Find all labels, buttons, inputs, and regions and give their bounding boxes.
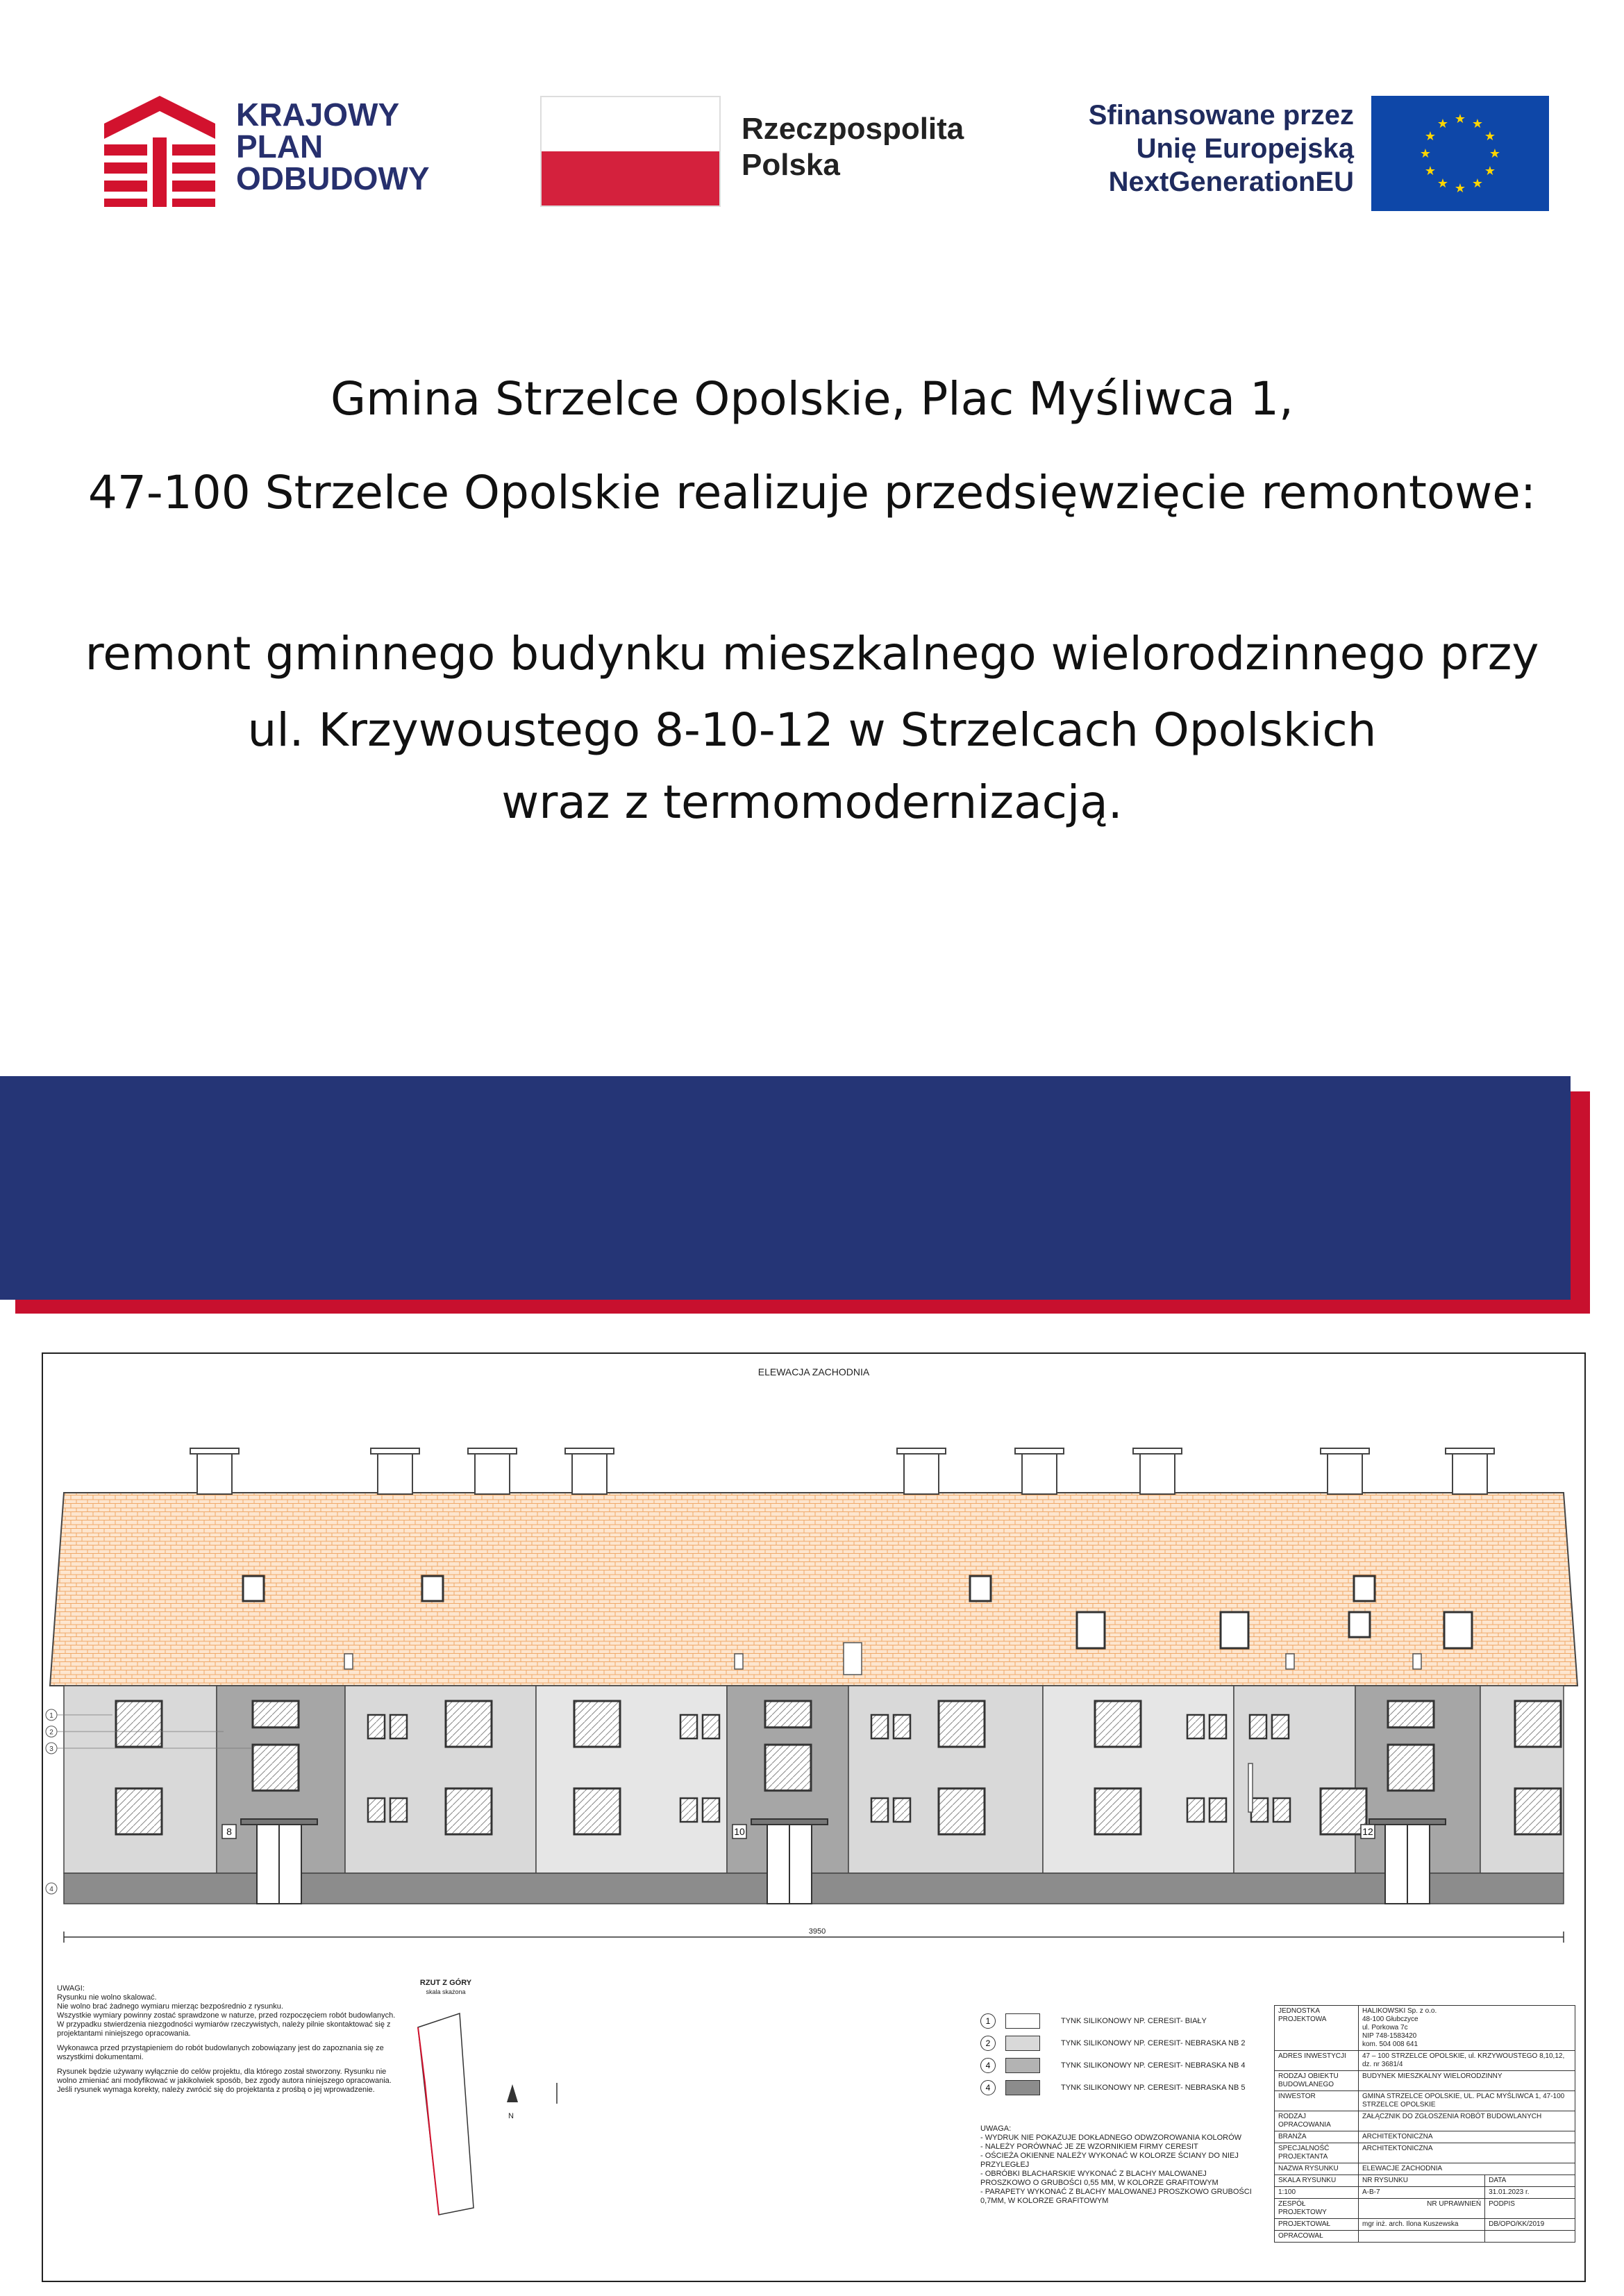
site-plan-drawing	[397, 2000, 536, 2222]
kpo-line-3: ODBUDOWY	[236, 160, 430, 196]
eu-line-1: Sfinansowane przez	[1088, 100, 1354, 131]
drawing-title: ELEWACJA ZACHODNIA	[757, 1366, 870, 1377]
rp-logo	[540, 96, 991, 214]
tb-investor-value: GMINA STRZELCE OPOLSKIE, UL. PLAC MYŚLIWCA 1, 47-100 STRZELCE OPOLSKIE	[1359, 2091, 1575, 2111]
svg-text:★: ★	[1437, 176, 1449, 191]
svg-text:2: 2	[49, 1729, 53, 1736]
heading-line-3: remont gminnego budynku mieszkalnego wielorodzinnego przy	[85, 627, 1539, 680]
heading-line-5: wraz z termomodernizacją.	[501, 776, 1123, 829]
tb-date-label: DATA	[1485, 2175, 1575, 2187]
svg-text:★: ★	[1484, 129, 1496, 144]
eu-line-3: NextGenerationEU	[1108, 167, 1354, 197]
tb-perm-value: DB/OPO/KK/2019	[1485, 2219, 1575, 2231]
tb-scale-value: 1:100	[1275, 2187, 1359, 2199]
entrance-number-8: 8	[226, 1826, 232, 1837]
tb-team-label: ZESPÓŁ PROJEKTOWY	[1275, 2199, 1359, 2219]
heading-line-4: ul. Krzywoustego 8-10-12 w Strzelcach Opolskich	[247, 703, 1377, 757]
tb-drawing-name-label: NAZWA RYSUNKU	[1275, 2163, 1359, 2175]
svg-text:4: 4	[49, 1886, 53, 1893]
note-6: Jeśli rysunek wymaga korekty, należy zwrócić się do projektanta z prośbą o jej wprowadzenie.	[57, 2086, 375, 2094]
legend-label: TYNK SILIKONOWY NP. CERESIT- NEBRASKA NB 2	[1061, 2038, 1246, 2047]
svg-text:★: ★	[1419, 146, 1432, 161]
tb-branch-value: ARCHITEKTONICZNA	[1359, 2131, 1575, 2143]
rp-line-2: Polska	[742, 148, 840, 182]
entrance-number-10: 10	[734, 1826, 745, 1837]
tb-unit-line-3: ul. Porkowa 7c	[1362, 2024, 1408, 2031]
plan-title: RZUT Z GÓRY	[419, 1979, 472, 1987]
svg-text:★: ★	[1437, 117, 1449, 131]
drawing-sheet	[42, 1352, 1586, 2282]
legend-number: 1	[980, 2013, 996, 2029]
legend-item-1	[980, 2013, 1207, 2029]
legend-number: 4	[980, 2080, 996, 2095]
legend-swatch	[1005, 2013, 1040, 2029]
remark-4: - OBRÓBKI BLACHARSKIE WYKONAĆ Z BLACHY MALOWANEJ PROSZKOWO O GRUBOŚCI 0,55 MM, W KOLORZE GRAFITOWYM	[980, 2170, 1219, 2187]
tb-number-label: NR RYSUNKU	[1359, 2175, 1485, 2187]
entrance-number-12: 12	[1362, 1826, 1373, 1837]
svg-text:★: ★	[1489, 146, 1501, 161]
svg-text:1: 1	[49, 1712, 53, 1720]
legend-number: 2	[980, 2036, 996, 2051]
legend-label: TYNK SILIKONOWY NP. CERESIT- BIAŁY	[1061, 2016, 1207, 2025]
tb-type-value: ZAŁĄCZNIK DO ZGŁOSZENIA ROBÓT BUDOWLANYCH	[1359, 2111, 1575, 2131]
tb-object-value: BUDYNEK MIESZKALNY WIELORODZINNY	[1359, 2071, 1575, 2091]
kpo-logo	[104, 96, 465, 207]
tb-object-label: RODZAJ OBIEKTU BUDOWLANEGO	[1275, 2071, 1359, 2091]
remarks-block	[980, 2125, 1258, 2206]
tb-spec-value: ARCHITEKTONICZNA	[1359, 2143, 1575, 2163]
eu-line-2: Unię Europejską	[1136, 133, 1354, 164]
tb-address-label: ADRES INWESTYCJI	[1275, 2051, 1359, 2071]
banner-blue	[0, 1076, 1571, 1300]
svg-text:★: ★	[1424, 129, 1437, 144]
tb-branch-label: BRANŻA	[1275, 2131, 1359, 2143]
note-4: Wykonawca przed przystąpieniem do robót budowlanych zobowiązany jest do zapoznania się ze wszystkimi dokumentami.	[57, 2044, 384, 2061]
legend-swatch	[1005, 2058, 1040, 2073]
tb-sign-label: PODPIS	[1485, 2199, 1575, 2219]
remarks-title: UWAGA:	[980, 2125, 1012, 2133]
tb-date-value: 31.01.2023 r.	[1485, 2187, 1575, 2199]
title-block	[1274, 2005, 1575, 2243]
tb-perm-label: NR UPRAWNIEŃ	[1359, 2199, 1485, 2219]
polish-flag-icon	[540, 96, 721, 207]
svg-text:3: 3	[49, 1745, 53, 1753]
notes-title: UWAGI:	[57, 1984, 85, 1993]
tb-address-value: 47 – 100 STRZELCE OPOLSKIE, ul. KRZYWOUSTEGO 8,10,12, dz. nr 3681/4	[1359, 2051, 1575, 2071]
remark-2: - NALEŻY PORÓWNAĆ JE ZE WZORNIKIEM FIRMY CERESIT	[980, 2143, 1198, 2151]
tb-drawn-label: OPRACOWAŁ	[1275, 2231, 1359, 2243]
north-label: N	[508, 2112, 514, 2120]
legend-item-3	[980, 2058, 1246, 2073]
elevation-drawing	[43, 1396, 1584, 1893]
legend-label: TYNK SILIKONOWY NP. CERESIT- NEBRASKA NB 5	[1061, 2083, 1246, 2092]
legend-swatch	[1005, 2036, 1040, 2051]
legend-swatch	[1005, 2080, 1040, 2095]
remark-1: - WYDRUK NIE POKAZUJE DOKŁADNEGO ODWZOROWANIA KOLORÓW	[980, 2134, 1242, 2142]
tb-unit-line-4: NIP 748-1583420	[1362, 2032, 1417, 2040]
svg-text:★: ★	[1454, 112, 1466, 126]
heading-line-2: 47-100 Strzelce Opolskie realizuje przedsięwzięcie remontowe:	[87, 466, 1537, 519]
note-2: Nie wolno brać żadnego wymiaru mierząc bezpośrednio z rysunku.	[57, 2002, 283, 2011]
note-1: Rysunku nie wolno skalować.	[57, 1993, 157, 2002]
kpo-line-1: KRAJOWY	[236, 97, 400, 133]
remark-3: - OŚCIEŻA OKIENNE NALEŻY WYKONAĆ W KOLORZE ŚCIANY DO NIEJ PRZYLEGŁEJ	[980, 2152, 1239, 2169]
tb-scale-label: SKALA RYSUNKU	[1275, 2175, 1359, 2187]
legend-number: 4	[980, 2058, 996, 2073]
svg-text:★: ★	[1471, 117, 1484, 131]
tb-unit-label: JEDNOSTKA PROJEKTOWA	[1275, 2006, 1359, 2051]
remark-5: - PARAPETY WYKONAĆ Z BLACHY MALOWANEJ PROSZKOWO GRUBOŚCI 0,7MM, W KOLORZE GRAFITOWYM	[980, 2188, 1252, 2205]
tb-number-value: A-B-7	[1359, 2187, 1485, 2199]
tb-designed-value: mgr inż. arch. Ilona Kuszewska	[1359, 2219, 1485, 2231]
tb-designed-label: PROJEKTOWAŁ	[1275, 2219, 1359, 2231]
svg-text:★: ★	[1454, 181, 1466, 196]
eu-flag-icon	[1371, 96, 1549, 211]
note-3: Wszystkie wymiary powinny zostać sprawdzone w naturze, przed rozpoczęciem robót budowlanych. W przypadku stwierdzenia niezgodności wymiarów rzeczywistych, należy pilnie skontaktować się z projektantami niniejszego opracowania.	[57, 2011, 396, 2038]
legend-item-2	[980, 2036, 1246, 2051]
north-arrow-icon	[507, 2084, 518, 2102]
tb-unit-line-1: HALIKOWSKI Sp. z o.o.	[1362, 2007, 1437, 2015]
svg-text:★: ★	[1471, 176, 1484, 191]
kpo-emblem-icon	[104, 96, 215, 207]
heading-line-1: Gmina Strzelce Opolskie, Plac Myśliwca 1,	[330, 372, 1294, 426]
tb-unit-line-2: 48-100 Głubczyce	[1362, 2016, 1418, 2023]
eu-logo	[1035, 96, 1555, 214]
rp-line-1: Rzeczpospolita	[742, 112, 964, 146]
svg-text:★: ★	[1424, 164, 1437, 178]
kpo-line-2: PLAN	[236, 128, 324, 165]
notes-block	[57, 1984, 404, 2095]
tb-drawing-name-value: ELEWACJE ZACHODNIA	[1359, 2163, 1575, 2175]
svg-text:★: ★	[1484, 164, 1496, 178]
tb-investor-label: INWESTOR	[1275, 2091, 1359, 2111]
tb-spec-label: SPECJALNOŚĆ PROJEKTANTA	[1275, 2143, 1359, 2163]
legend-item-4	[980, 2080, 1246, 2095]
note-5: Rysunek będzie używany wyłącznie do celów projektu, dla którego został stworzony. Rysunku nie wolno zmieniać ani modyfikować w jakikolwiek sposób, bez zgody autora niniejszego opracowania.	[57, 2068, 392, 2085]
dimension-label: 3950	[808, 1927, 826, 1936]
tb-unit-line-5: kom. 504 008 641	[1362, 2041, 1418, 2048]
legend-label: TYNK SILIKONOWY NP. CERESIT- NEBRASKA NB 4	[1061, 2061, 1246, 2070]
plan-subtitle: skala skażona	[426, 1988, 466, 1995]
tb-type-label: RODZAJ OPRACOWANIA	[1275, 2111, 1359, 2131]
